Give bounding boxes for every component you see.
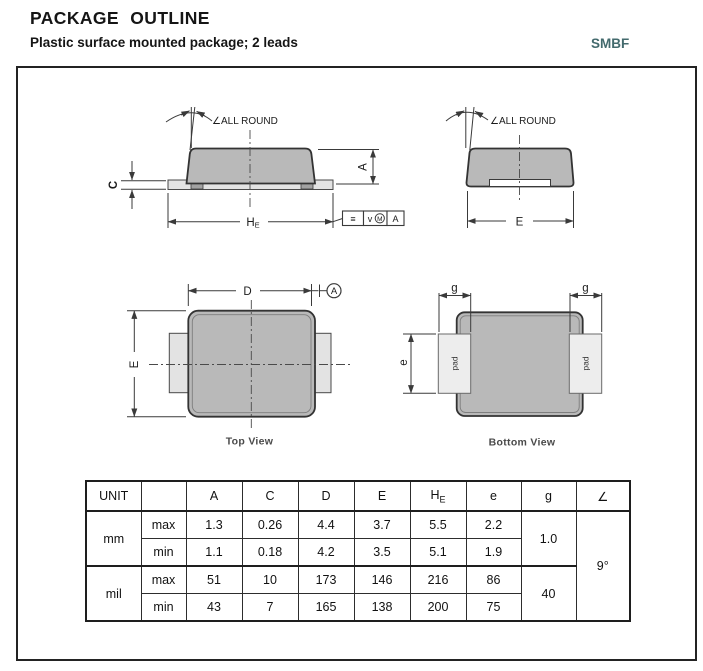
dim-g-right-label: g (582, 282, 589, 295)
cell-g-mil: 40 (521, 566, 576, 621)
dim-e-label: e (397, 359, 410, 366)
table-row-mm-max (86, 511, 630, 539)
cell: 4.4 (298, 511, 354, 539)
cell: 3.7 (354, 511, 410, 539)
cell: 0.18 (242, 539, 298, 567)
cell: 75 (466, 594, 521, 622)
col-header-g: g (521, 481, 576, 511)
package-body (457, 312, 583, 416)
cell: 146 (354, 566, 410, 594)
col-header-HE: $H_E$ (410, 481, 466, 511)
top-view-caption: Top View (225, 435, 274, 448)
cell: 173 (298, 566, 354, 594)
cell: 138 (354, 594, 410, 622)
lead-tab-left (169, 333, 189, 392)
cell: 7 (242, 594, 298, 622)
cell: 51 (186, 566, 242, 594)
cell: 165 (298, 594, 354, 622)
pad-right-label: pad (580, 356, 591, 371)
all-round-label: ∠ALL ROUND (212, 116, 278, 127)
page-subtitle: Plastic surface mounted package; 2 leads (30, 35, 298, 50)
row-label-max: max (141, 566, 186, 594)
package-body (187, 149, 316, 184)
cell: 2.2 (466, 511, 521, 539)
side-view-side (446, 107, 574, 228)
tolerance-value: v (367, 213, 373, 224)
cell: 86 (466, 566, 521, 594)
package-name: SMBF (591, 36, 630, 51)
col-header-C: C (242, 481, 298, 511)
top-view (127, 284, 352, 448)
col-header-E: E (354, 481, 410, 511)
dim-HE-label: HE (246, 216, 260, 230)
cell: 5.1 (410, 539, 466, 567)
dim-E-label: E (515, 216, 524, 229)
bottom-view-caption: Bottom View (488, 436, 556, 449)
cell: 4.2 (298, 539, 354, 567)
cell: 200 (410, 594, 466, 622)
cell: 10 (242, 566, 298, 594)
side-view-front (108, 107, 404, 229)
all-round-label: ∠ALL ROUND (490, 116, 556, 127)
col-header-unit: UNIT (86, 481, 141, 511)
row-label-min: min (141, 594, 186, 622)
tolerance-frame (343, 211, 405, 226)
cell: 216 (410, 566, 466, 594)
col-header-D: D (298, 481, 354, 511)
pad-recess (490, 180, 551, 187)
lead-tab-right (314, 333, 331, 392)
cell: 1.9 (466, 539, 521, 567)
dim-D-label: D (243, 285, 252, 298)
cell: 3.5 (354, 539, 410, 567)
table-row-mil-max (86, 566, 630, 594)
datum-letter: A (330, 286, 338, 298)
cell: 43 (186, 594, 242, 622)
tolerance-datum: A (392, 213, 399, 224)
mmc-modifier: M (377, 215, 383, 223)
col-header-e: e (466, 481, 521, 511)
unit-mil: mil (86, 566, 141, 621)
cell: 1.3 (186, 511, 242, 539)
cell: 1.1 (186, 539, 242, 567)
cell: 0.26 (242, 511, 298, 539)
col-header-A: A (186, 481, 242, 511)
page-title: PACKAGE OUTLINE (30, 8, 210, 28)
cell-g-mm: 1.0 (521, 511, 576, 566)
dimension-table (85, 480, 631, 622)
cell: 5.5 (410, 511, 466, 539)
cell-angle: 9° (576, 511, 630, 621)
row-label-max: max (141, 511, 186, 539)
dim-A-label: A (357, 163, 370, 171)
pad-left-label: pad (449, 356, 460, 371)
dim-g-left-label: g (451, 282, 458, 295)
row-label-min: min (141, 539, 186, 567)
dim-C-label: C (108, 180, 120, 190)
unit-mm: mm (86, 511, 141, 566)
dim-E-top-label: E (128, 360, 141, 369)
col-header-angle: ∠ (576, 481, 630, 511)
datum-flag (312, 284, 342, 298)
bottom-view (398, 283, 602, 449)
tolerance-symbol: ≡ (350, 214, 356, 224)
col-header-blank (141, 481, 186, 511)
